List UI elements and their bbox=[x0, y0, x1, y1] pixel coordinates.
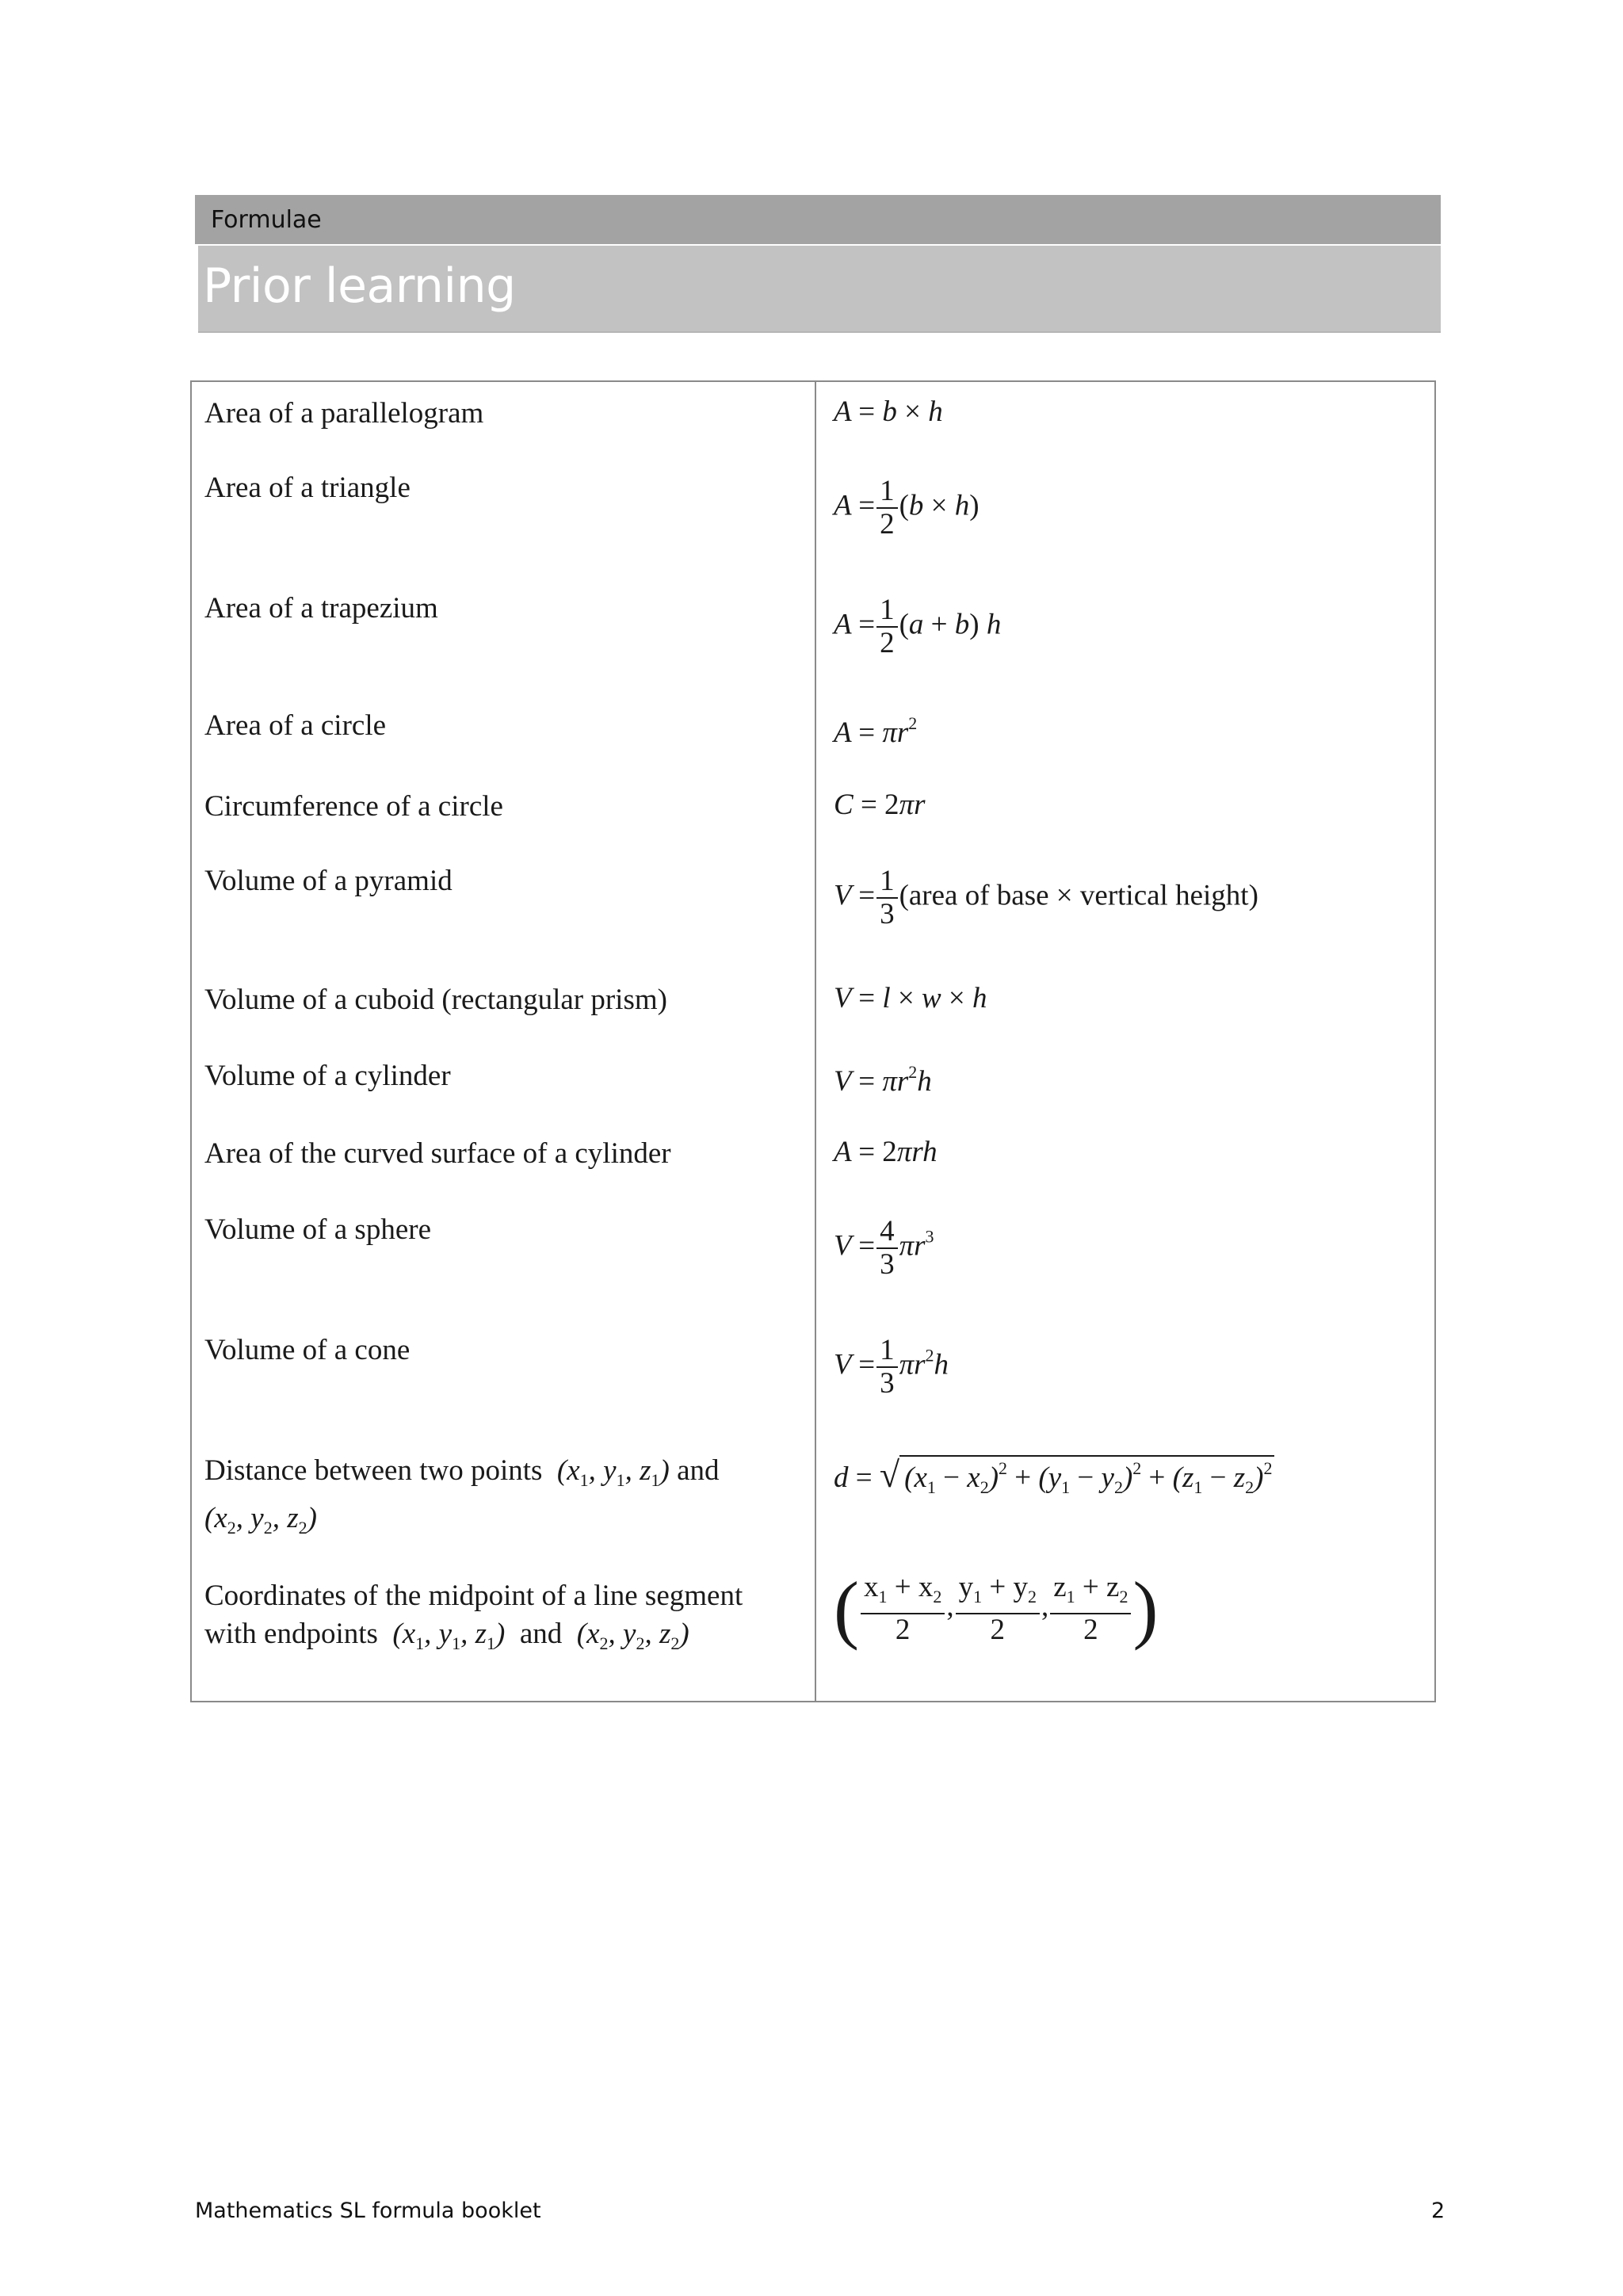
formula-table bbox=[190, 380, 1436, 1702]
formula-sphere: V = $\frac{4}{3}$ $\pi r^3$ bbox=[834, 1215, 934, 1281]
formula-cuboid: V = l × w × h bbox=[834, 982, 987, 1014]
row-label-trapezium: Area of a trapezium bbox=[204, 592, 438, 625]
formula-midpoint: ( $\frac{x_1 + x_2}{2}$ , $\frac{y_1 + y_2}{2}$ , $\frac{z_1 + z_2}{2}$ ) bbox=[834, 1566, 1159, 1651]
column-divider bbox=[815, 382, 816, 1701]
title-bar bbox=[198, 246, 1441, 333]
formula-distance: d = √ $(x_1 - x_2)^2 + (y_1 - y_2)^2 + (z_1 - z_2)^2$ bbox=[834, 1454, 1273, 1497]
page-title: Prior learning bbox=[203, 258, 516, 314]
row-label-parallelogram: Area of a parallelogram bbox=[204, 397, 484, 430]
section-label: Formulae bbox=[211, 206, 322, 234]
page-number: 2 bbox=[1431, 2199, 1445, 2223]
row-label-cylinder-volume: Volume of a cylinder bbox=[204, 1060, 451, 1092]
row-label-triangle: Area of a triangle bbox=[204, 472, 411, 504]
row-label-cone: Volume of a cone bbox=[204, 1334, 411, 1366]
footer-booklet-title: Mathematics SL formula booklet bbox=[195, 2199, 541, 2223]
row-label-cuboid: Volume of a cuboid (rectangular prism) bbox=[204, 984, 667, 1016]
formula-cylinder-surface: A = 2πrh bbox=[834, 1136, 938, 1168]
formula-circle-area: $A = \pi r^2$ bbox=[834, 713, 918, 749]
formula-cylinder-volume: $V = \pi r^2h$ bbox=[834, 1062, 932, 1098]
formula-circumference: C = 2πr bbox=[834, 789, 926, 821]
formula-pyramid: V = $\frac{1}{3}$ (area of base × vertical height) bbox=[834, 865, 1258, 930]
formula-trapezium: A = $\frac{1}{2}$ (a + b) h bbox=[834, 594, 1002, 659]
formula-parallelogram: A = b × h bbox=[834, 395, 943, 428]
formula-triangle: A = $\frac{1}{2}$ (b × h) bbox=[834, 475, 980, 541]
row-label-distance: Distance between two points ($x_1$, $y_1$, $z_1$) and ($x_2$, $y_2$, $z_2$) bbox=[204, 1454, 720, 1538]
formula-cone: V = $\frac{1}{3}$ $\pi r^2h$ bbox=[834, 1334, 949, 1400]
row-label-circumference: Circumference of a circle bbox=[204, 790, 503, 823]
row-label-sphere: Volume of a sphere bbox=[204, 1213, 431, 1246]
row-label-midpoint: Coordinates of the midpoint of a line segment with endpoints ($x_1$, $y_1$, $z_1$) and ($x_2$, $y_2$, $z_2$) bbox=[204, 1580, 743, 1653]
section-bar bbox=[195, 195, 1441, 244]
row-label-pyramid: Volume of a pyramid bbox=[204, 865, 453, 897]
row-label-circle-area: Area of a circle bbox=[204, 709, 387, 742]
row-label-cylinder-surface: Area of the curved surface of a cylinder bbox=[204, 1137, 671, 1170]
